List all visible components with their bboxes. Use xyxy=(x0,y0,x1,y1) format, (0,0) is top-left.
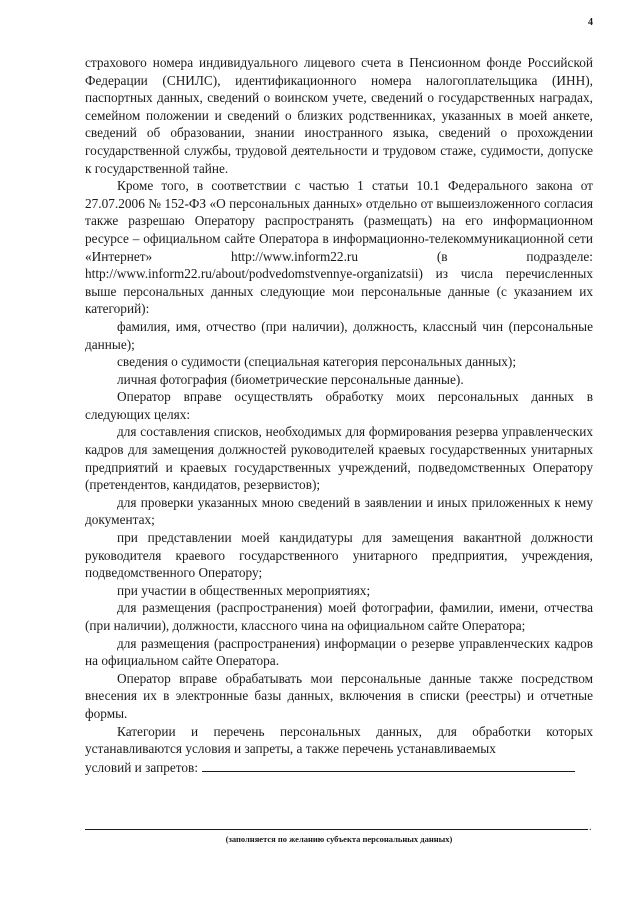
paragraph-purpose-photo-publication: для размещения (распространения) моей фотографии, фамилии, имени, отчества (при наличии), должности, классного чина на официальном сайте Оператора; xyxy=(85,600,593,633)
conditions-last-line xyxy=(85,760,575,775)
paragraph-purpose-lists: для составления списков, необходимых для формирования резерва управленческих кадров для замещения должностей руководителей краевых государственных унитарных предприятий и краевых государственных учреждений, подведомственных Оператору (претендентов, кандидатов, резервистов); xyxy=(85,424,593,493)
conditions-last-line-text: условий и запретов: xyxy=(85,759,199,775)
line-end-mark: . xyxy=(589,822,592,833)
paragraph-conditions-prohibitions xyxy=(85,723,593,777)
paragraph-snils-inn-list: страхового номера индивидуального лицевого счета в Пенсионном фонде Российской Федерации (СНИЛС), идентификационного номера налогоплательщика (ИНН), паспортных данных, сведений о воинском учете, сведений о государственных наградах, семейном положении и сведений о близких родственниках, указанных в моей анкете, сведений об образовании, знании иностранного языка, сведений о прохождении государственной службы, трудовой деятельности и трудовом стаже, судимости, допуске к государственной тайне. xyxy=(85,55,593,176)
fill-instruction-footnote: (заполняется по желанию субъекта персональных данных) xyxy=(225,834,453,844)
document-body xyxy=(85,54,593,776)
paragraph-photo: личная фотография (биометрические персональные данные). xyxy=(117,371,464,387)
paragraph-purpose-reserve-publication: для размещения (распространения) информации о резерве управленческих кадров на официальном сайте Оператора. xyxy=(85,635,593,669)
paragraph-electronic-databases: Оператор вправе обрабатывать мои персональные данные также посредством внесения их в электронные базы данных, включения в списки (реестры) и отчетные формы. xyxy=(85,670,593,721)
conditions-text: Категории и перечень персональных данных, для обработки которых устанавливаются условия и запреты, а также перечень устанавливаемых xyxy=(85,723,593,757)
paragraph-name-position: фамилия, имя, отчество (при наличии), должность, классный чин (персональные данные); xyxy=(85,318,593,352)
paragraph-purposes-intro: Оператор вправе осуществлять обработку моих персональных данных в следующих целях: xyxy=(85,389,593,422)
paragraph-purpose-events: при участии в общественных мероприятиях; xyxy=(117,582,371,598)
paragraph-purpose-verification: для проверки указанных мною сведений в заявлении и иных приложенных к нему документах; xyxy=(85,494,593,528)
paragraph-distribution-consent: Кроме того, в соответствии с частью 1 статьи 10.1 Федерального закона от 27.07.2006 № 152-ФЗ «О персональных данных» отдельно от вышеизложенного согласия также разрешаю Оператору распространять (размещать) на его информационном ресурсе – официальном сайте Оператора в информационно-телекоммуникационной сети «Интернет» http://www.inform22.ru (в подразделе: http://www.inform22.ru/about/podvedomstvennye-organizatsii) из числа перечисленных выше персональных данных следующие мои персональные данные (с указанием их категорий): xyxy=(85,178,593,317)
page-number: 4 xyxy=(588,17,593,28)
paragraph-criminal-record: сведения о судимости (специальная категория персональных данных); xyxy=(117,354,517,370)
paragraph-purpose-candidacy: при представлении моей кандидатуры для замещения вакантной должности руководителя краевого государственного унитарного предприятия, учреждения, подведомственного Оператору; xyxy=(85,530,593,581)
conditions-fill-line[interactable] xyxy=(202,758,575,772)
conditions-fill-line-full[interactable] xyxy=(85,829,588,830)
